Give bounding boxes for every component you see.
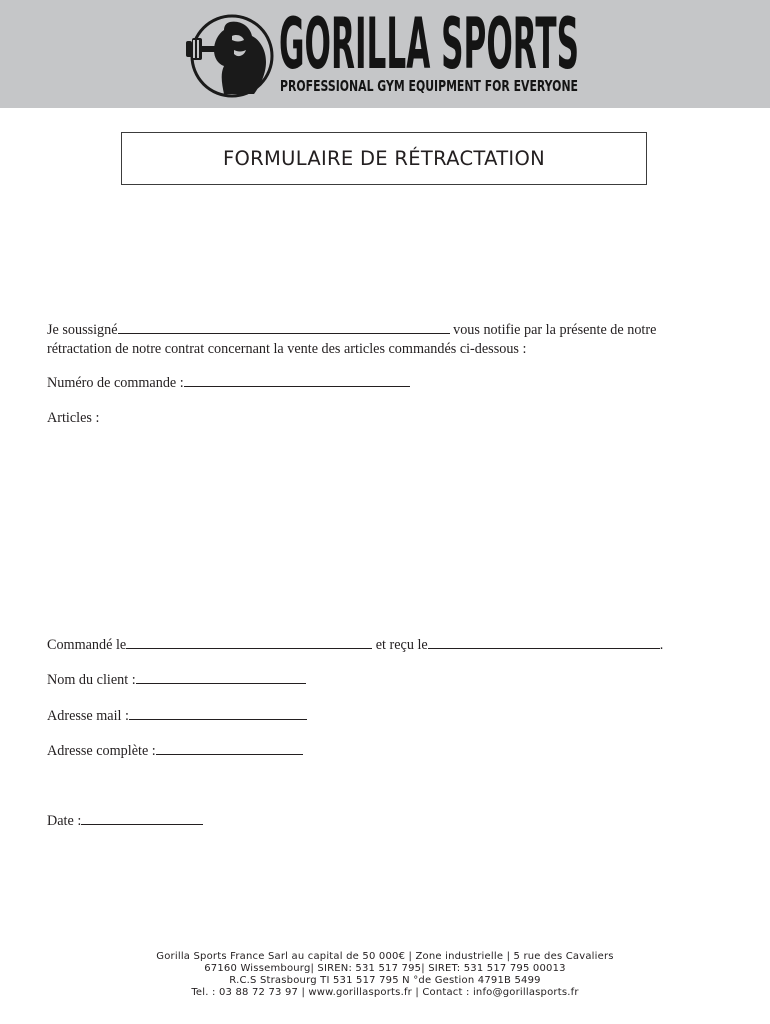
order-number-label: Numéro de commande :	[47, 375, 184, 391]
client-name-label: Nom du client :	[47, 672, 136, 688]
footer-line-3: R.C.S Strasbourg TI 531 517 795 N °de Gestion 4791B 5499	[229, 975, 541, 986]
ordered-date-field[interactable]	[126, 636, 372, 649]
intro-line-1	[47, 321, 656, 339]
intro-line-2: rétractation de notre contrat concernant la vente des articles commandés ci-dessous :	[47, 341, 527, 357]
email-label: Adresse mail :	[47, 708, 129, 724]
address-field[interactable]	[156, 742, 303, 755]
brand-logotype	[279, 3, 579, 85]
footer-line-2: 67160 Wissembourg| SIREN: 531 517 795| SIRET: 531 517 795 00013	[204, 963, 566, 974]
order-number-row	[47, 374, 410, 392]
articles-label: Articles :	[47, 410, 100, 426]
svg-text:PROFESSIONAL GYM EQUIPMENT FOR: PROFESSIONAL GYM EQUIPMENT FOR EVERYONE	[280, 77, 578, 95]
brand-tagline	[279, 76, 579, 94]
date-row	[47, 812, 203, 830]
ordered-label: Commandé le	[47, 637, 127, 653]
order-number-field[interactable]	[184, 374, 410, 387]
footer-line-4: Tel. : 03 88 72 73 97 | www.gorillasports.fr | Contact : info@gorillasports.fr	[191, 987, 579, 998]
client-name-field[interactable]	[136, 671, 306, 684]
dates-period: .	[659, 637, 664, 653]
date-field[interactable]	[81, 812, 203, 825]
received-date-field[interactable]	[428, 636, 660, 649]
dates-row	[47, 636, 663, 654]
email-row	[47, 707, 307, 725]
received-label: et reçu le	[375, 637, 428, 653]
date-label: Date :	[47, 813, 82, 829]
footer-line-1: Gorilla Sports France Sarl au capital de 50 000€ | Zone industrielle | 5 rue des Cavaliers	[156, 951, 614, 962]
address-label: Adresse complète :	[47, 743, 156, 759]
header-banner	[0, 0, 770, 108]
client-name-row	[47, 671, 306, 689]
email-field[interactable]	[129, 707, 307, 720]
svg-text:GORILLA SPORTS: GORILLA SPORTS	[279, 3, 579, 85]
company-footer	[0, 951, 770, 999]
form-title: FORMULAIRE DE RÉTRACTATION	[121, 132, 647, 185]
address-row	[47, 742, 303, 760]
intro-suffix: vous notifie par la présente de notre	[453, 322, 657, 338]
gorilla-logo-icon	[184, 10, 278, 100]
intro-prefix: Je soussigné	[47, 322, 118, 338]
signatory-name-field[interactable]	[118, 321, 450, 334]
